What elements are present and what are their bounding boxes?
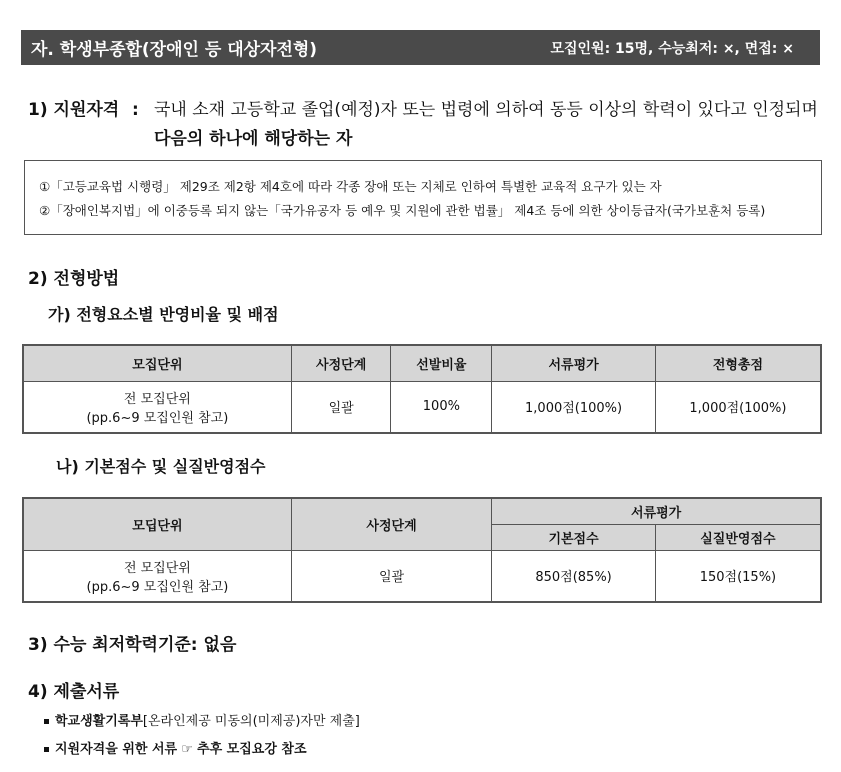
bullet-icon	[44, 719, 49, 724]
qualification-text: 국내 소재 고등학교 졸업(예정)자 또는 법령에 의하여 동등 이상의 학력이 있다고 인정되며	[154, 100, 818, 120]
method-heading: 2) 전형방법	[28, 269, 120, 289]
cell-stage: 일괄	[291, 381, 391, 433]
col-header-base-score: 기본점수	[492, 524, 656, 550]
col-header-total: 전형총점	[655, 345, 821, 381]
col-header-stage: 사정단계	[291, 498, 491, 550]
document-item-name: 지원자격을 위한 서류	[55, 742, 178, 757]
cell-doc-eval: 1,000점(100%)	[492, 381, 656, 433]
qualification-criteria-box	[24, 160, 822, 235]
col-header-doc-eval: 서류평가	[492, 345, 656, 381]
col-header-real-score: 실질반영점수	[655, 524, 821, 550]
document-item	[44, 738, 307, 757]
cell-stage: 일괄	[291, 550, 491, 602]
document-item	[44, 710, 360, 729]
document-item-name: 학교생활기록부	[55, 714, 143, 729]
document-item-reference: 추후 모집요강 참조	[197, 742, 307, 757]
pointing-hand-icon: ☞	[181, 742, 193, 757]
table-header-row	[23, 498, 821, 524]
col-header-ratio: 선발비율	[391, 345, 492, 381]
method-sub-b-heading: 나) 기본점수 및 실질반영점수	[56, 457, 266, 476]
cell-unit-line2: (pp.6~9 모집인원 참고)	[86, 579, 229, 595]
cell-unit-line1: 전 모집단위	[123, 391, 191, 407]
score-table	[22, 497, 822, 603]
qualification-label: 1) 지원자격	[28, 100, 120, 120]
cell-base-score: 850점(85%)	[492, 550, 656, 602]
cell-real-score: 150점(15%)	[655, 550, 821, 602]
table-row	[23, 550, 821, 602]
criteria-item: ②「장애인복지법」에 이중등록 되지 않는「국가유공자 등 예우 및 지원에 관한 법률」 제4조 등에 의한 상이등급자(국가보훈처 등록)	[39, 203, 766, 218]
section-meta: 모집인원: 15명, 수능최저: ×, 면접: ×	[550, 40, 794, 57]
cell-unit-line1: 전 모집단위	[123, 560, 191, 576]
col-header-stage: 사정단계	[291, 345, 391, 381]
table-header-row	[23, 345, 821, 381]
ratio-table	[22, 344, 822, 434]
qualification-colon: :	[132, 100, 139, 120]
criteria-item: ①「고등교육법 시행령」 제29조 제2항 제4호에 따라 각종 장애 또는 지체로 인하여 특별한 교육적 요구가 있는 자	[39, 179, 662, 194]
method-sub-a-heading: 가) 전형요소별 반영비율 및 배점	[48, 305, 279, 324]
col-header-doc-eval-group: 서류평가	[492, 498, 821, 524]
section-title: 자. 학생부종합(장애인 등 대상자전형)	[31, 40, 318, 60]
col-header-unit: 모딥단위	[23, 498, 291, 550]
cell-ratio: 100%	[391, 381, 492, 433]
cell-unit	[23, 550, 291, 602]
bullet-icon	[44, 747, 49, 752]
table-row	[23, 381, 821, 433]
qualification-text-emphasis: 다음의 하나에 해당하는 자	[154, 129, 353, 149]
cell-total: 1,000점(100%)	[655, 381, 821, 433]
documents-heading: 4) 제출서류	[28, 682, 120, 702]
csat-heading: 3) 수능 최저학력기준: 없음	[28, 635, 237, 655]
col-header-unit: 모집단위	[23, 345, 291, 381]
cell-unit-line2: (pp.6~9 모집인원 참고)	[86, 410, 229, 426]
document-item-note: [온라인제공 미동의(미제공)자만 제출]	[142, 714, 360, 729]
cell-unit	[23, 381, 291, 433]
section-header-bar	[21, 30, 820, 65]
